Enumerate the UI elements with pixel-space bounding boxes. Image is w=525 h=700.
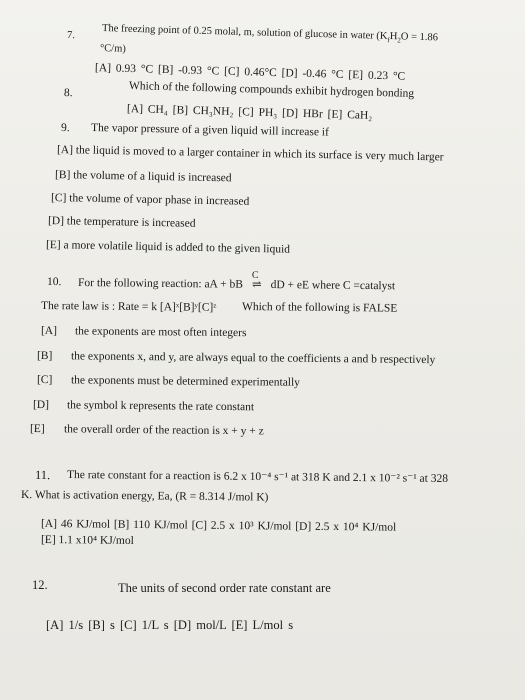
q9-text: The vapor pressure of a given liquid will increase if [90, 122, 329, 139]
q9-number: 9. [60, 122, 70, 135]
q12-number: 12. [32, 578, 48, 592]
q9-option-d: [D] the temperature is increased [47, 215, 196, 230]
q9-option-e: [E] a more volatile liquid is added to the given liquid [45, 239, 291, 256]
q10-reaction: For the following reaction: aA + bB C ⇌ dD + eE where C =catalyst [77, 269, 396, 293]
q11-number: 11. [34, 468, 51, 483]
catalyst-label: C [251, 269, 259, 281]
q9-option-b: [B] the volume of a liquid is increased [54, 169, 232, 185]
q11-text-line2: K. What is activation energy, Ea, (R = 8.314 J/mol K) [20, 489, 269, 504]
q10-option-e: [E] the overall order of the reaction is x + y + z [29, 423, 264, 438]
q12-options: [A] 1/s [B] s [C] 1/L s [D] mol/L [E] L/mol s [46, 618, 294, 632]
reaction-arrow: ⇌ [251, 278, 262, 291]
q12-text: The units of second order rate constant are [118, 581, 331, 595]
q7-text-line2: °C/m) [99, 43, 126, 55]
q9-option-c: [C] the volume of vapor phase in increased [50, 192, 250, 208]
q9-option-a: [A] the liquid is moved to a larger container in which its surface is very much larger [56, 144, 444, 164]
q7-text-line1: The freezing point of 0.25 molal, m, solution of glucose in water ($K_fH_2O = 1.86$ [101, 23, 439, 45]
q11-options-row1: [A] 46 KJ/mol [B] 110 KJ/mol [C] 2.5 x 10³ KJ/mol [D] 2.5 x 10⁴ KJ/mol [40, 518, 397, 534]
q10-number: 10. [46, 276, 62, 289]
q11-options-row2: [E] 1.1 x10⁴ KJ/mol [40, 534, 134, 547]
q7-number: 7. [66, 30, 76, 42]
q11-text-line1: The rate constant for a reaction is 6.2 x 10⁻⁴ s⁻¹ at 318 K and 2.1 x 10⁻² s⁻¹ at 328 [66, 469, 449, 485]
q10-option-a: [A] the exponents are most often integers [40, 325, 247, 340]
q10-rate-law: The rate law is : Rate = k [A]ˣ[B]ʸ[C]ᶻ [40, 300, 217, 314]
q10-option-d: [D] the symbol k represents the rate constant [32, 399, 255, 414]
q10-option-c: [C] the exponents must be determined experimentally [36, 374, 301, 389]
q8-number: 8. [63, 87, 73, 100]
q10-question: Which of the following is FALSE [241, 301, 398, 315]
q7-options: [A] 0.93 °C [B] -0.93 °C [C] 0.46°C [D] -0.46 °C [E] 0.23 °C [94, 62, 406, 83]
q8-text: Which of the following compounds exhibit hydrogen bonding [128, 80, 415, 100]
q8-options: [A] CH₄ [B] CH₃NH₂ [C] PH₃ [D] HBr [E] CaH₂ [126, 103, 373, 122]
q10-option-b: [B] the exponents x, and y, are always equal to the coefficients a and b respectively [36, 350, 436, 367]
